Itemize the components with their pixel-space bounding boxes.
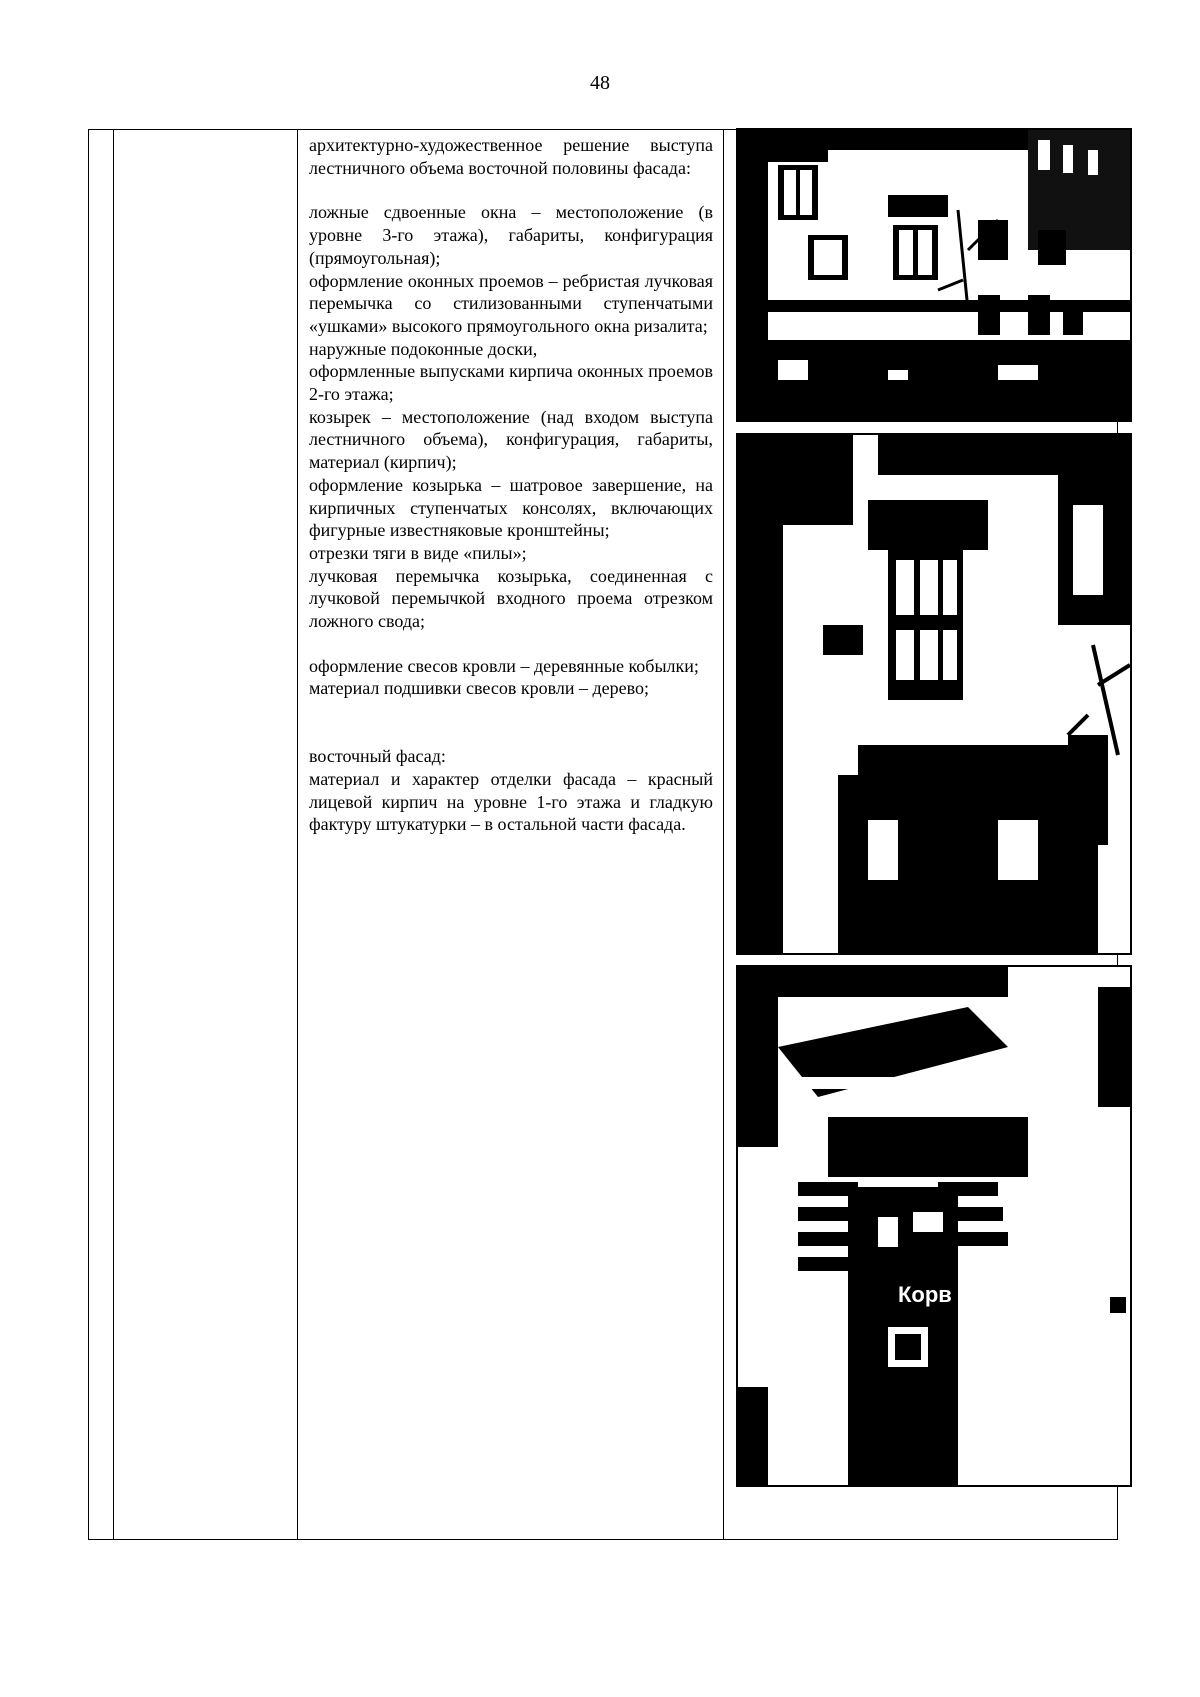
paragraph: отрезки тяги в виде «пилы»;	[309, 542, 527, 563]
photo-cell	[724, 130, 1118, 1540]
paragraph: материал и характер отделки фасада – красный лицевой кирпич на уровне 1-го этажа и гладкую фактуру штукатурки – в остальной части фасада.	[309, 768, 713, 835]
facade-photo	[736, 128, 1132, 422]
paragraph: лучковая перемычка козырька, соединенная с лучковой перемычкой входного проема отрезком ложного свода;	[309, 565, 713, 632]
paragraph: материал подшивки свесов кровли – дерево;	[309, 678, 649, 699]
paragraph: оформление свесов кровли – деревянные кобылки;	[309, 655, 699, 676]
document-table	[88, 129, 1118, 1540]
paragraph: наружные подоконные доски,	[309, 338, 538, 359]
entrance-canopy-photo	[736, 433, 1132, 955]
paragraph: ложные сдвоенные окна – местоположение (в уровне 3-го этажа), габариты, конфигурация (прямоугольная);	[309, 202, 713, 268]
paragraph: оформленные выпусками кирпича оконных проемов 2-го этажа;	[309, 361, 713, 405]
description-cell	[298, 130, 724, 1540]
paragraph: козырек – местоположение (над входом выступа лестничного объема), конфигурация, габариты, материал (кирпич);	[309, 406, 713, 473]
paragraph: оформление козырька – шатровое завершение, на кирпичных ступенчатых консолях, включающих фигурные известняковые кронштейны;	[309, 474, 713, 541]
table-row	[89, 130, 1118, 1540]
paragraph: архитектурно-художественное решение выступа лестничного объема восточной половины фасада:	[309, 135, 713, 178]
door-sign-text: Корв	[898, 1282, 952, 1307]
paragraph: восточный фасад:	[309, 746, 446, 767]
number-cell	[89, 130, 114, 1540]
description-text	[309, 134, 713, 836]
page-number: 48	[590, 72, 610, 94]
doorway-photo	[736, 965, 1132, 1487]
paragraph: оформление оконных проемов – ребристая лучковая перемычка со стилизованными ступенчатыми «ушками» высокого прямоугольного окна ризалита;	[309, 270, 713, 336]
object-cell	[114, 130, 298, 1540]
